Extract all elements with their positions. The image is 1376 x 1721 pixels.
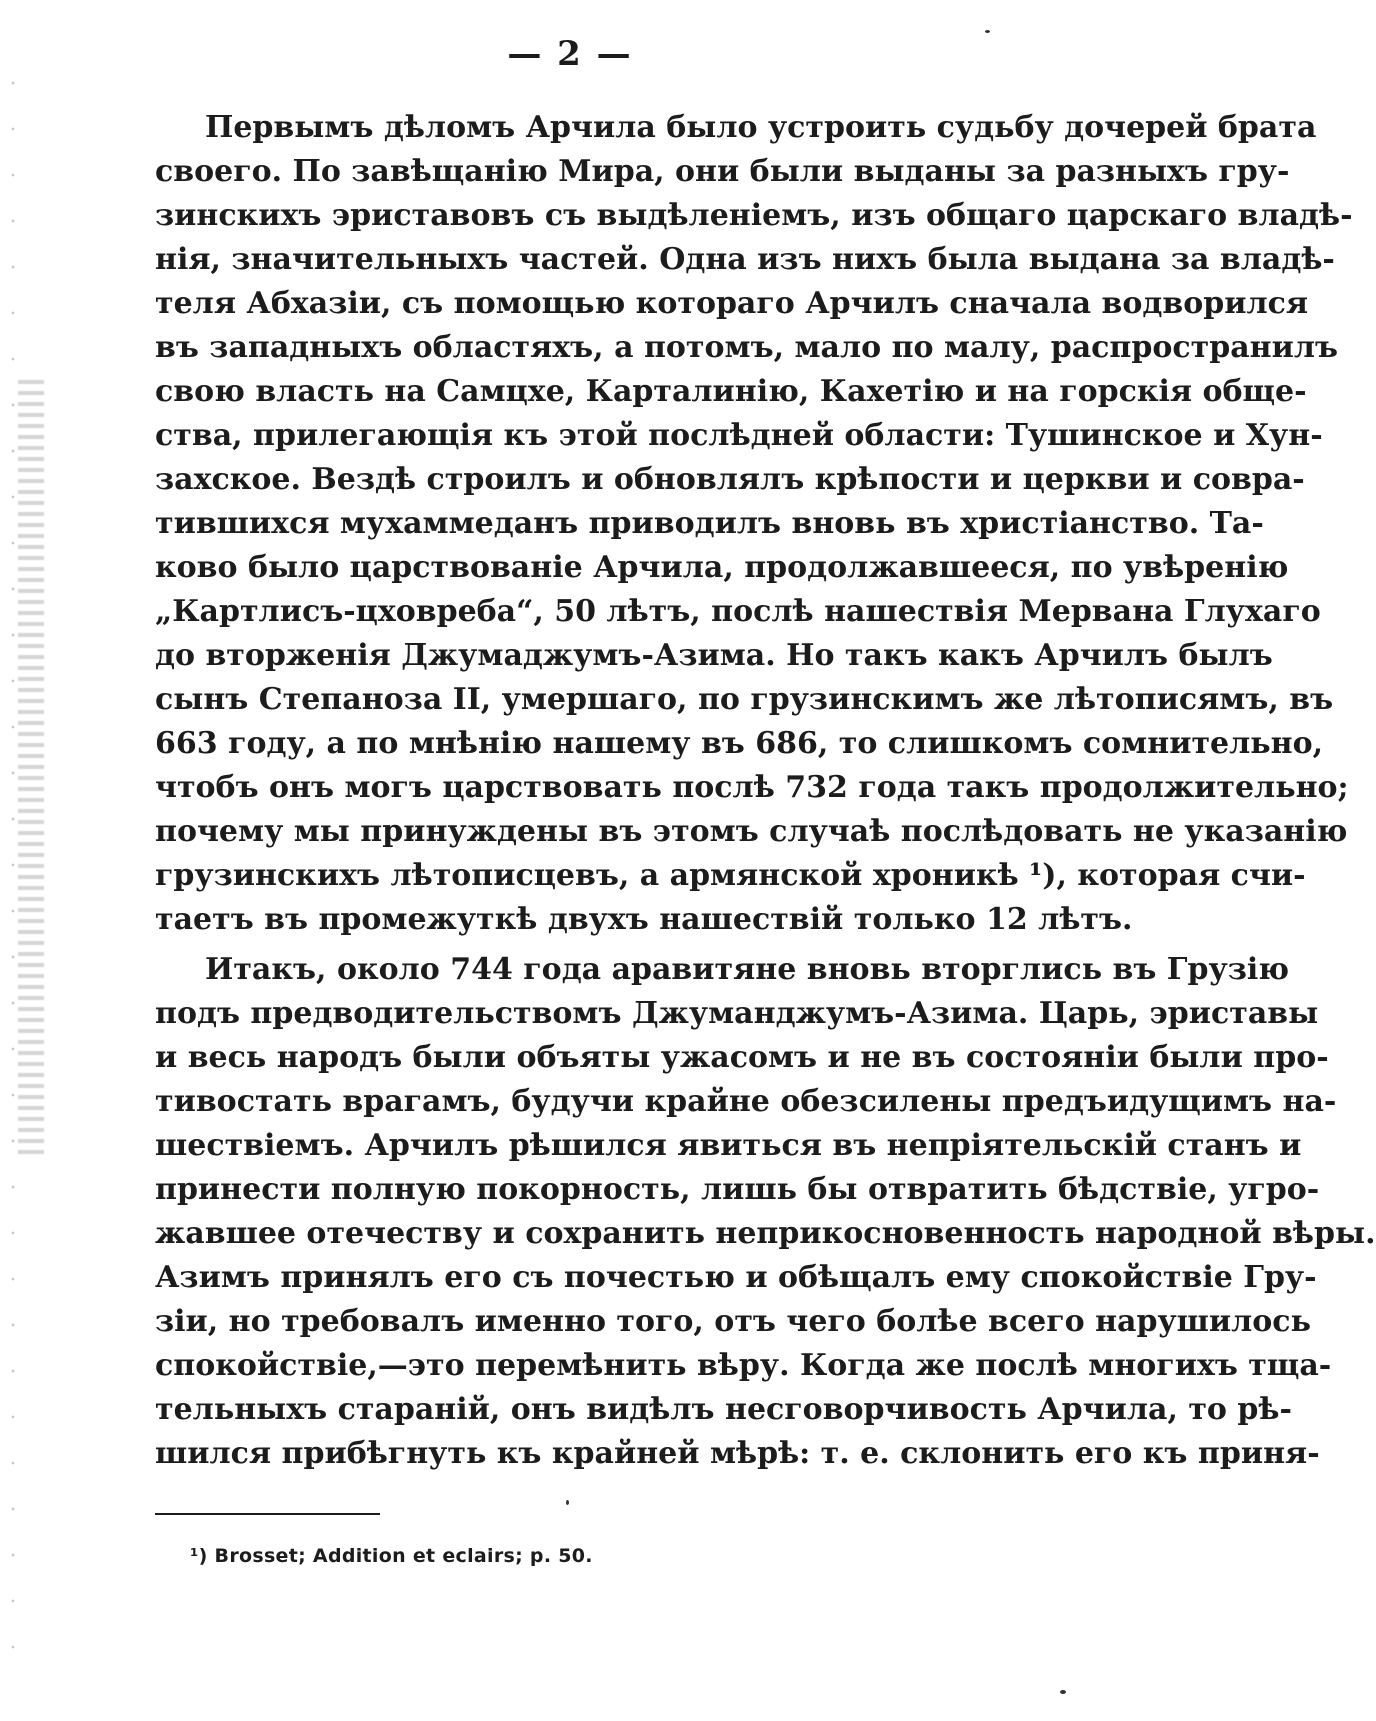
footnote-marker: ¹)	[190, 1545, 208, 1567]
text-line: „Картлисъ-цховреба“, 50 лѣтъ, послѣ нашествія Мервана Глухаго	[155, 594, 1321, 629]
text-line: тившихся мухаммеданъ приводилъ вновь въ христіанство. Та-	[155, 506, 1264, 541]
text-line: Азимъ принялъ его съ почестью и обѣщалъ ему спокойствіе Гру-	[155, 1260, 1317, 1295]
text-line: ково было царствованіе Арчила, продолжавшееся, по увѣренію	[155, 550, 1289, 585]
text-line: шился прибѣгнуть къ крайней мѣрѣ: т. е. склонить его къ приня-	[155, 1436, 1320, 1471]
text-line: свою власть на Самцхе, Карталинію, Кахетію и на горскія обще-	[155, 374, 1307, 409]
body-text	[155, 106, 1376, 1476]
footnote	[190, 1545, 593, 1567]
text-line: 663 году, а по мнѣнію нашему въ 686, то слишкомъ сомнительно,	[155, 726, 1324, 761]
paragraph-2	[155, 948, 1376, 1476]
text-line: до вторженія Джумаджумъ-Азима. Но такъ какъ Арчилъ былъ	[155, 638, 1273, 673]
text-line: чтобъ онъ могъ царствовать послѣ 732 года такъ продолжительно;	[155, 770, 1349, 805]
text-line: грузинскихъ лѣтописцевъ, а армянской хроникѣ ¹), которая счи-	[155, 858, 1306, 893]
text-line: Итакъ, около 744 года аравитяне вновь вторглись въ Грузію	[205, 952, 1289, 987]
text-line: зинскихъ эриставовъ съ выдѣленіемъ, изъ общаго царскаго владѣ-	[155, 198, 1353, 233]
text-line: зіи, но требовалъ именно того, отъ чего болѣе всего нарушилось	[155, 1304, 1311, 1339]
text-line: ства, прилегающія къ этой послѣдней области: Тушинское и Хун-	[155, 418, 1323, 453]
text-line: нія, значительныхъ частей. Одна изъ нихъ была выдана за владѣ-	[155, 242, 1335, 277]
text-line: теля Абхазіи, съ помощью котораго Арчилъ сначала водворился	[155, 286, 1309, 321]
text-line: подъ предводительствомъ Джуманджумъ-Азима. Царь, эриставы	[155, 996, 1319, 1031]
text-line: захское. Вездѣ строилъ и обновлялъ крѣпости и церкви и совра-	[155, 462, 1305, 497]
text-line: и весь народъ были объяты ужасомъ и не въ состояніи были про-	[155, 1040, 1329, 1075]
text-line: шествіемъ. Арчилъ рѣшился явиться въ непріятельскій станъ и	[155, 1128, 1302, 1163]
scan-speck	[566, 1500, 569, 1505]
text-line: спокойствіе,—это перемѣнить вѣру. Когда же послѣ многихъ тща-	[155, 1348, 1332, 1383]
footnote-text: Brosset; Addition et eclairs; p. 50.	[214, 1545, 593, 1567]
footnote-divider	[155, 1513, 380, 1515]
text-line: тивостать врагамъ, будучи крайне обезсилены предъидущимъ на-	[155, 1084, 1337, 1119]
paragraph-1	[155, 106, 1353, 942]
text-line: тельныхъ стараній, онъ видѣлъ несговорчивость Арчила, то рѣ-	[155, 1392, 1292, 1427]
text-line: почему мы принуждены въ этомъ случаѣ послѣдовать не указанію	[155, 814, 1348, 849]
scan-margin-streak	[18, 380, 44, 1160]
page-number: — 2 —	[507, 34, 633, 74]
text-line: таетъ въ промежуткѣ двухъ нашествій только 12 лѣтъ.	[155, 902, 1133, 937]
scan-speck	[1060, 1690, 1066, 1694]
text-line: Первымъ дѣломъ Арчила было устроить судьбу дочерей брата	[205, 110, 1317, 145]
text-line: жавшее отечеству и сохранить неприкосновенность народной вѣры.	[155, 1216, 1376, 1251]
text-line: сынъ Степаноза II, умершаго, по грузинскимъ же лѣтописямъ, въ	[155, 682, 1334, 717]
text-line: принести полную покорность, лишь бы отвратить бѣдствіе, угро-	[155, 1172, 1320, 1207]
text-line: своего. По завѣщанію Мира, они были выданы за разныхъ гру-	[155, 154, 1290, 189]
text-line: въ западныхъ областяхъ, а потомъ, мало по малу, распространилъ	[155, 330, 1339, 365]
scan-speck	[985, 30, 990, 33]
